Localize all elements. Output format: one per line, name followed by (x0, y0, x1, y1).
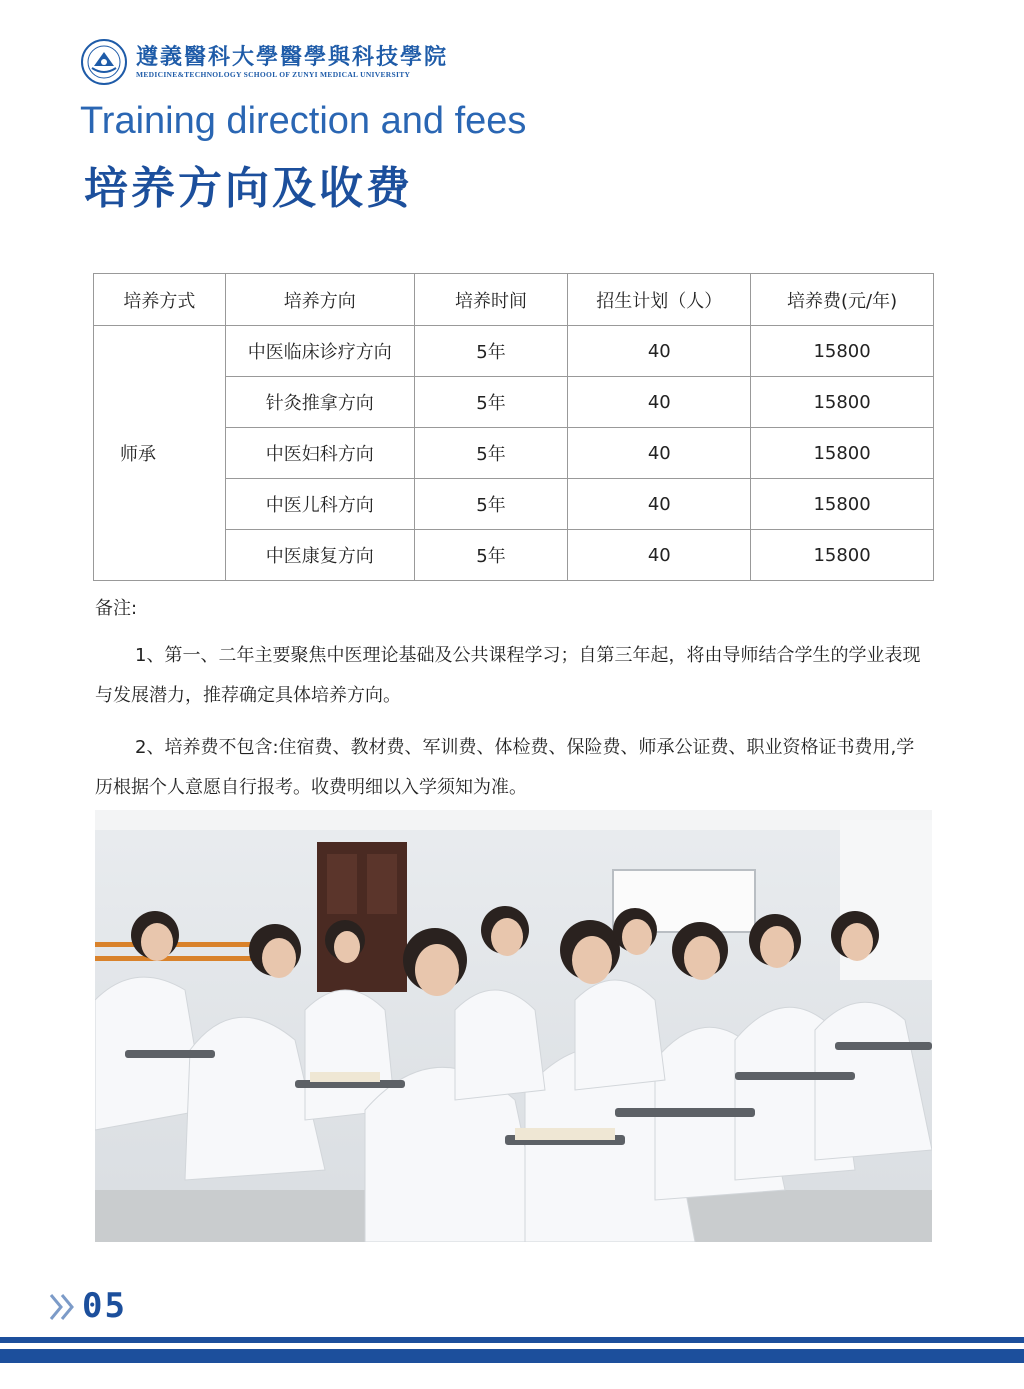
direction-cell: 中医临床诊疗方向 (225, 326, 414, 377)
plan-cell: 40 (568, 428, 751, 479)
duration-cell: 5年 (414, 428, 568, 479)
plan-cell: 40 (568, 479, 751, 530)
duration-cell: 5年 (414, 377, 568, 428)
page-number: 05 (82, 1286, 127, 1326)
plan-cell: 40 (568, 326, 751, 377)
fees-table (93, 273, 934, 581)
logo-english-name: MEDICINE&TECHNOLOGY SCHOOL OF ZUNYI MEDICAL UNIVERSITY (136, 70, 411, 79)
logo-chinese-name: 遵義醫科大學醫學與科技學院 (136, 44, 449, 70)
page-title-english: Training direction and fees (80, 100, 527, 142)
notes-section (95, 594, 925, 820)
fee-cell: 15800 (751, 530, 934, 581)
note-item: 2、培养费不包含:住宿费、教材费、军训费、体检费、保险费、师承公证费、职业资格证书费用,学历根据个人意愿自行报考。收费明细以入学须知为准。 (95, 737, 915, 798)
header-method: 培养方式 (94, 274, 226, 326)
direction-cell: 中医康复方向 (225, 530, 414, 581)
direction-cell: 中医儿科方向 (225, 479, 414, 530)
duration-cell: 5年 (414, 530, 568, 581)
page-title-chinese: 培养方向及收费 (84, 163, 413, 214)
header-enrollment-plan: 招生计划（人） (568, 274, 751, 326)
fee-cell: 15800 (751, 428, 934, 479)
notes-label: 备注: (95, 598, 138, 619)
plan-cell: 40 (568, 377, 751, 428)
direction-cell: 中医妇科方向 (225, 428, 414, 479)
fee-cell: 15800 (751, 479, 934, 530)
duration-cell: 5年 (414, 479, 568, 530)
classroom-photo (95, 810, 932, 1242)
footer-rule-thick (0, 1349, 1024, 1363)
header-fee: 培养费(元/年) (751, 274, 934, 326)
fee-cell: 15800 (751, 377, 934, 428)
table-row (94, 326, 934, 377)
header-direction: 培养方向 (225, 274, 414, 326)
table-header-row (94, 274, 934, 326)
duration-cell: 5年 (414, 326, 568, 377)
header-duration: 培养时间 (414, 274, 568, 326)
double-chevron-icon (48, 1292, 78, 1322)
training-method-cell: 师承 (94, 326, 226, 581)
fee-cell: 15800 (751, 326, 934, 377)
school-logo (80, 38, 449, 88)
footer-rule-thin (0, 1337, 1024, 1343)
direction-cell: 针灸推拿方向 (225, 377, 414, 428)
school-emblem-icon (80, 38, 128, 86)
plan-cell: 40 (568, 530, 751, 581)
note-item: 1、第一、二年主要聚焦中医理论基础及公共课程学习；自第三年起，将由导师结合学生的学业表现与发展潜力，推荐确定具体培养方向。 (95, 645, 921, 706)
